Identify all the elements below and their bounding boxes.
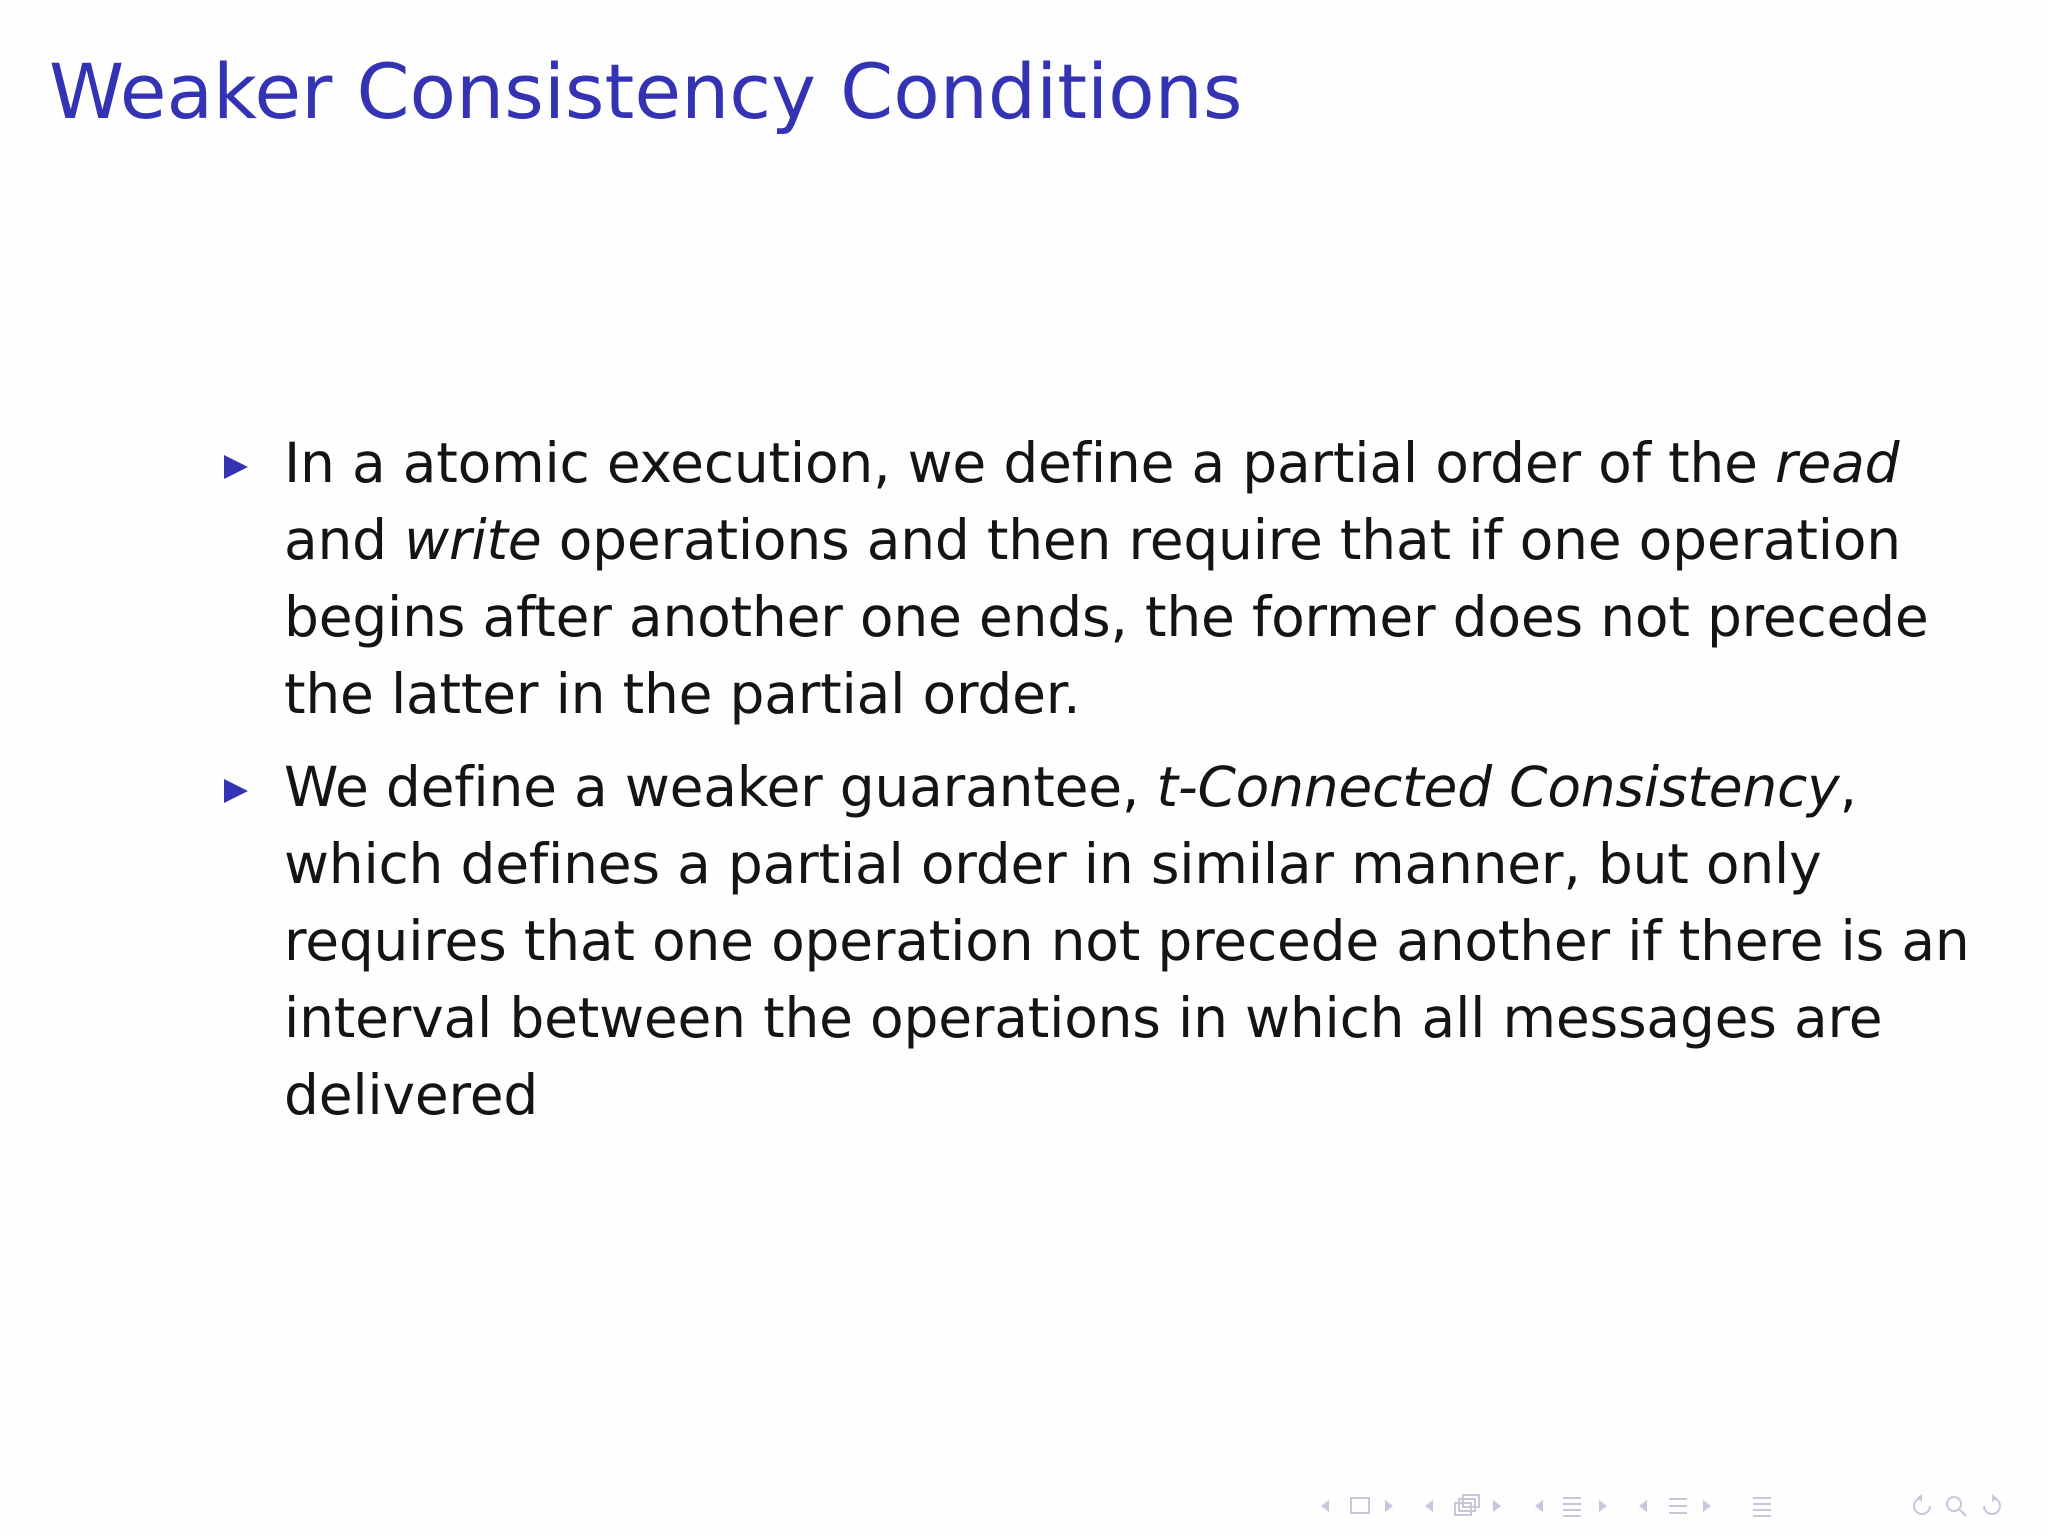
text-run: , bbox=[1839, 755, 1857, 819]
bullet-text-line bbox=[284, 1057, 1900, 1134]
nav-next-frame-icon[interactable] bbox=[1490, 1490, 1504, 1522]
text-run: delivered bbox=[284, 1063, 539, 1127]
text-run: requires that one operation not precede another if there is an bbox=[284, 909, 1970, 973]
nav-back-icon[interactable] bbox=[1908, 1490, 1936, 1522]
emphasized-text: t-Connected Consistency bbox=[1156, 755, 1840, 819]
emphasized-text: read bbox=[1775, 431, 1900, 495]
bullet-text-line bbox=[284, 980, 1900, 1057]
nav-prev-section-icon[interactable] bbox=[1636, 1490, 1650, 1522]
bullet-item bbox=[220, 749, 1970, 1134]
nav-frame-icon[interactable] bbox=[1452, 1490, 1482, 1522]
slide-title: Weaker Consistency Conditions bbox=[49, 47, 1243, 136]
text-run: We define a weaker guarantee, bbox=[284, 755, 1157, 819]
text-run: the latter in the partial order. bbox=[284, 662, 1081, 726]
bullet-text-line bbox=[284, 579, 1929, 656]
nav-prev-subsection-icon[interactable] bbox=[1532, 1490, 1546, 1522]
nav-search-icon[interactable] bbox=[1942, 1490, 1970, 1522]
text-run: begins after another one ends, the former does not precede bbox=[284, 585, 1929, 649]
nav-next-subsection-icon[interactable] bbox=[1596, 1490, 1610, 1522]
bullet-text-line bbox=[284, 903, 1970, 980]
nav-prev-frame-icon[interactable] bbox=[1422, 1490, 1436, 1522]
bullet-text-line bbox=[284, 502, 1900, 579]
nav-document-icon[interactable] bbox=[1750, 1490, 1774, 1522]
bullet-text-line bbox=[284, 425, 1900, 502]
text-run: operations and then require that if one operation bbox=[541, 508, 1901, 572]
bullet-text-line bbox=[284, 656, 1900, 733]
beamer-navigation-bar bbox=[1318, 1490, 2030, 1522]
bullet-triangle-icon bbox=[224, 779, 248, 803]
bullet-text-line bbox=[284, 749, 1900, 826]
bullet-item bbox=[220, 425, 1929, 733]
text-run: In a atomic execution, we define a partial order of the bbox=[284, 431, 1776, 495]
nav-section-icon[interactable] bbox=[1666, 1490, 1690, 1522]
nav-prev-slide-icon[interactable] bbox=[1318, 1490, 1332, 1522]
emphasized-text: write bbox=[404, 508, 542, 572]
nav-subsection-icon[interactable] bbox=[1560, 1490, 1584, 1522]
nav-next-section-icon[interactable] bbox=[1700, 1490, 1714, 1522]
text-run: interval between the operations in which all messages are bbox=[284, 986, 1883, 1050]
text-run: which defines a partial order in similar manner, but only bbox=[284, 832, 1822, 896]
bullet-text-line bbox=[284, 826, 1900, 903]
nav-next-slide-icon[interactable] bbox=[1382, 1490, 1396, 1522]
text-run: and bbox=[284, 508, 405, 572]
nav-slide-icon[interactable] bbox=[1348, 1490, 1372, 1522]
nav-forward-icon[interactable] bbox=[1978, 1490, 2006, 1522]
bullet-triangle-icon bbox=[224, 455, 248, 479]
bullet-list bbox=[220, 425, 1970, 1150]
